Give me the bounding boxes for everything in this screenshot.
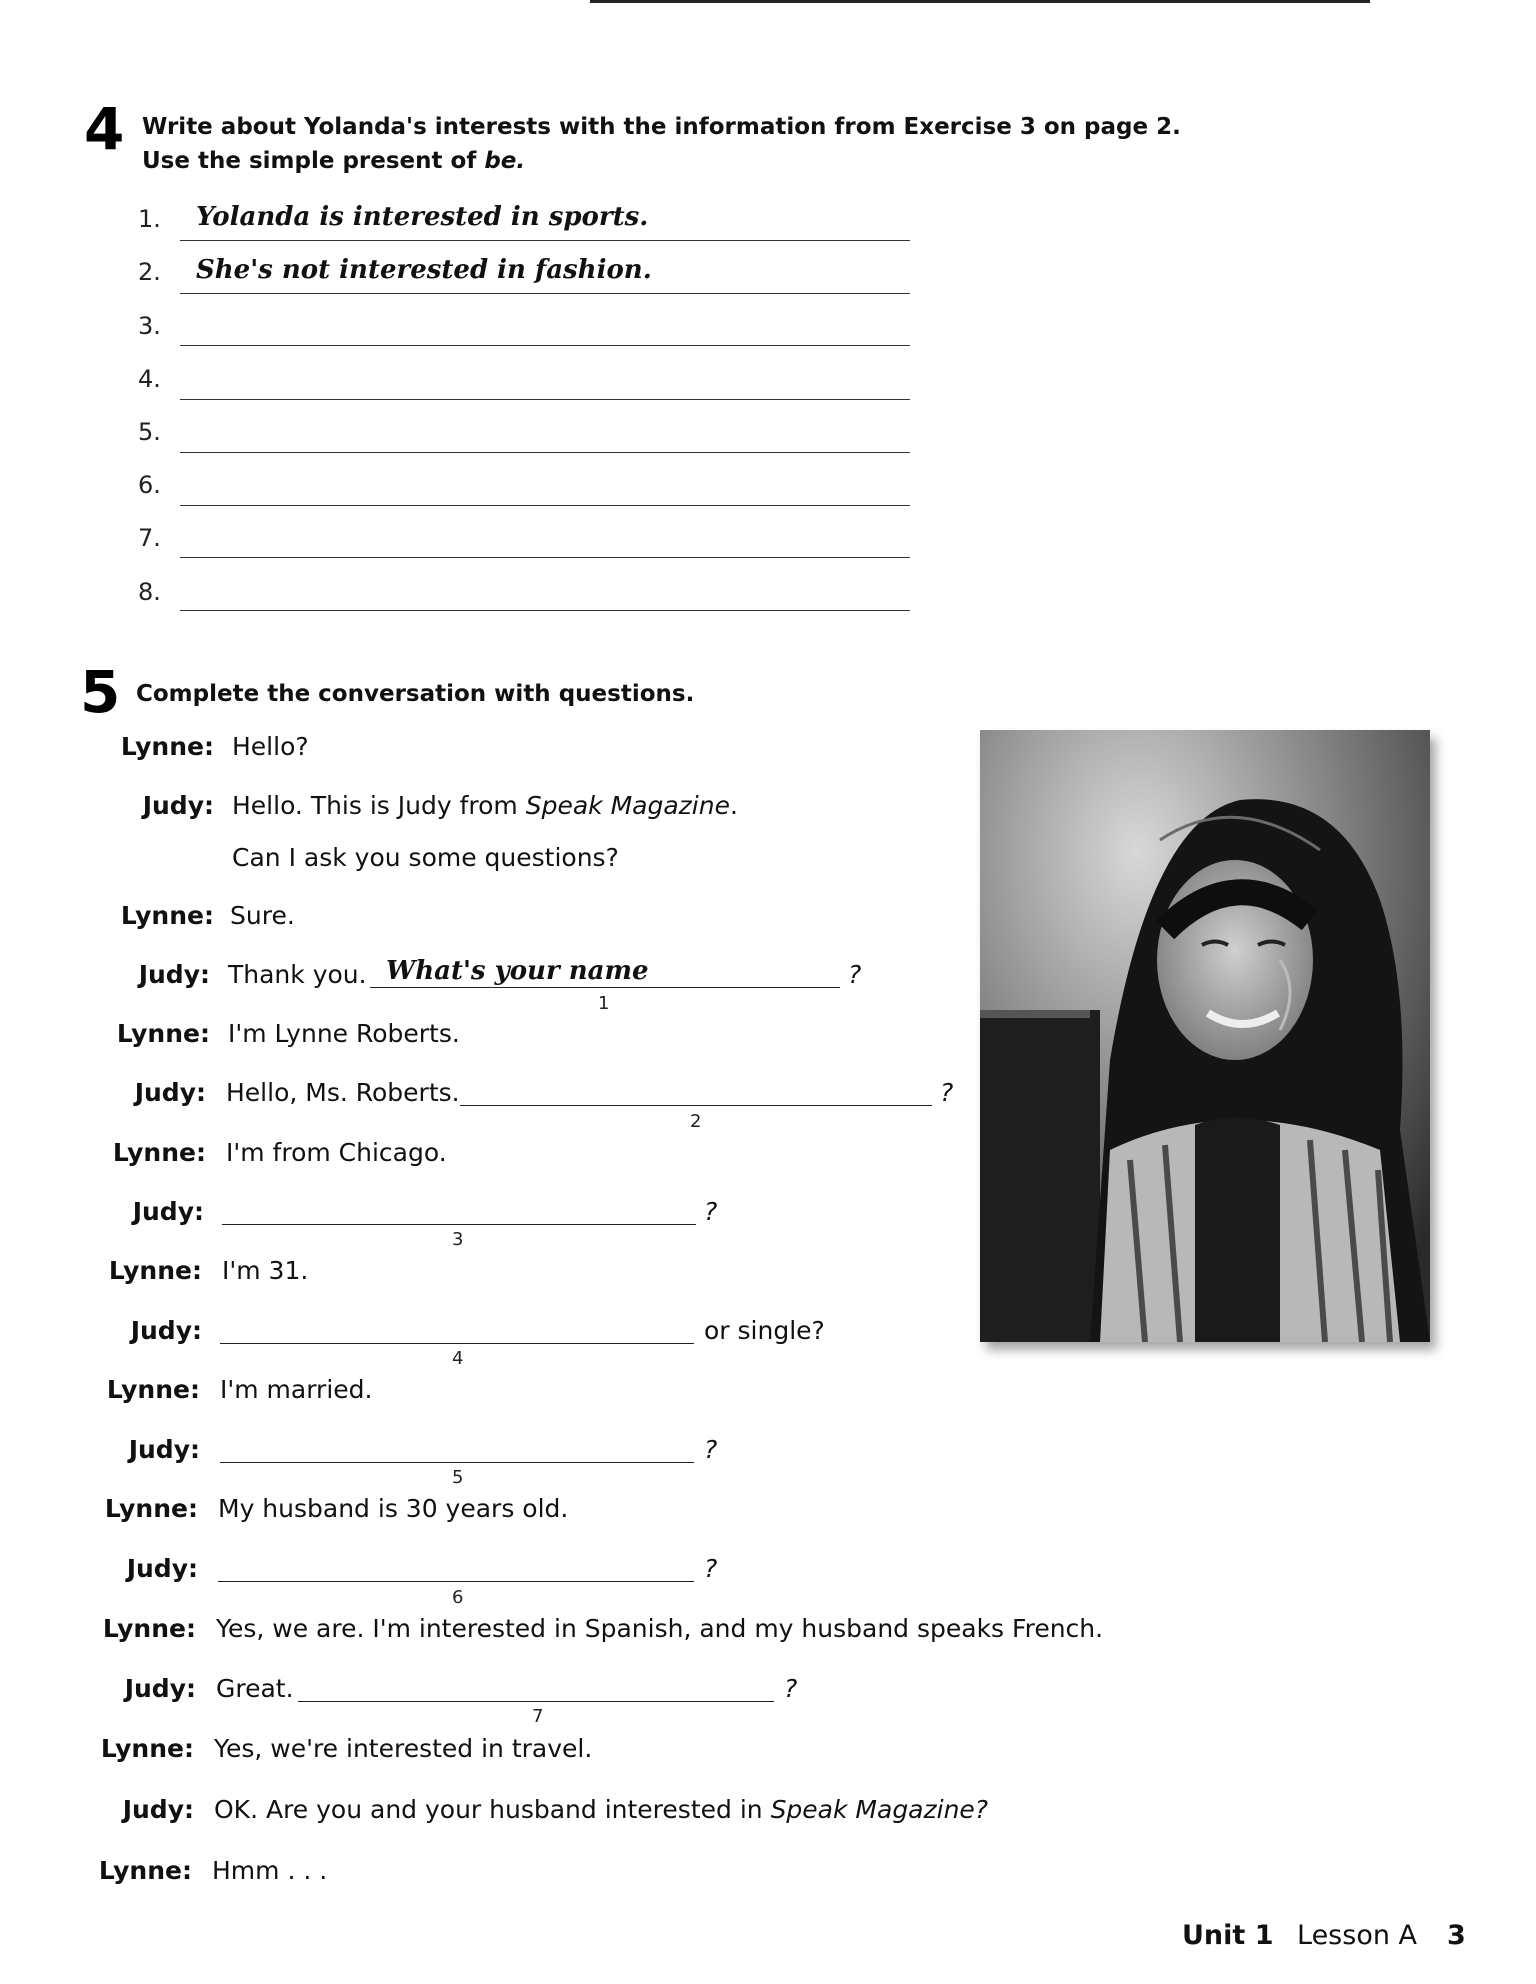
dialogue-text: I'm 31.: [222, 1256, 309, 1285]
dialogue-text: Yes, we are. I'm interested in Spanish, and my husband speaks French.: [216, 1614, 1104, 1643]
dialogue-text: I'm Lynne Roberts.: [228, 1019, 460, 1048]
dialogue-text: Hello. This is Judy from Speak Magazine.: [232, 791, 738, 820]
item-number: 6.: [138, 471, 161, 499]
blank-number: 1: [598, 993, 610, 1014]
item-number: 7.: [138, 524, 161, 552]
item-number: 4.: [138, 365, 161, 393]
speaker-label: Judy:: [128, 1435, 200, 1464]
item-number: 2.: [138, 258, 161, 286]
speaker-label: Judy:: [134, 1078, 206, 1107]
exercise-4-instruction-line1: Write about Yolanda's interests with the information from Exercise 3 on page 2.: [142, 114, 1181, 140]
blank-number: 5: [452, 1467, 464, 1488]
answer-line[interactable]: [180, 293, 910, 294]
or-single-text: or single?: [704, 1316, 825, 1345]
answer-blank[interactable]: [220, 1462, 694, 1463]
item-number: 3.: [138, 312, 161, 340]
dialogue-text: Sure.: [230, 901, 295, 930]
speaker-label: Lynne:: [98, 1856, 192, 1885]
speaker-label: Judy:: [126, 1554, 198, 1583]
answer-text: Yolanda is interested in sports.: [196, 202, 649, 232]
dialogue-text: I'm from Chicago.: [226, 1138, 447, 1167]
speaker-label: Judy:: [132, 1197, 204, 1226]
answer-text: What's your name: [386, 956, 649, 986]
answer-line[interactable]: [180, 557, 910, 558]
speaker-label: Lynne:: [100, 1734, 194, 1763]
footer-unit: Unit 1: [1182, 1920, 1274, 1951]
answer-blank[interactable]: [220, 1343, 694, 1344]
speaker-label: Lynne:: [120, 901, 214, 930]
dialogue-text: OK. Are you and your husband interested in Speak Magazine?: [214, 1795, 989, 1824]
exercise-4-number: 4: [84, 95, 125, 163]
question-mark: ?: [704, 1435, 718, 1464]
speaker-label: Judy:: [138, 960, 210, 989]
footer-page-number: 3: [1447, 1920, 1466, 1951]
blank-number: 3: [452, 1229, 464, 1250]
dialogue-text: Hmm . . .: [212, 1856, 328, 1885]
answer-blank[interactable]: [298, 1701, 774, 1702]
exercise-5-number: 5: [80, 658, 121, 726]
dialogue-text-continued: Can I ask you some questions?: [232, 843, 619, 872]
blank-number: 2: [690, 1111, 702, 1132]
photo-woman-with-headset: [980, 730, 1430, 1342]
question-mark: ?: [704, 1197, 718, 1226]
answer-blank[interactable]: [460, 1105, 932, 1106]
question-mark: ?: [704, 1554, 718, 1583]
blank-number: 7: [532, 1706, 544, 1727]
speaker-label: Judy:: [122, 1795, 194, 1824]
exercise-4-instruction-line2: Use the simple present of be.: [142, 148, 526, 174]
answer-blank[interactable]: [370, 987, 840, 988]
dialogue-text: Hello?: [232, 732, 309, 761]
answer-line[interactable]: [180, 610, 910, 611]
blank-number: 4: [452, 1348, 464, 1369]
item-number: 8.: [138, 578, 161, 606]
answer-line[interactable]: [180, 399, 910, 400]
answer-text: She's not interested in fashion.: [196, 255, 652, 285]
exercise-5-instruction: Complete the conversation with questions.: [136, 681, 695, 707]
dialogue-text: I'm married.: [220, 1375, 373, 1404]
dialogue-text: Thank you.: [228, 960, 367, 989]
dialogue-text: My husband is 30 years old.: [218, 1494, 569, 1523]
speaker-label: Lynne:: [104, 1494, 198, 1523]
answer-line[interactable]: [180, 505, 910, 506]
speaker-label: Lynne:: [102, 1614, 196, 1643]
answer-line[interactable]: [180, 452, 910, 453]
speaker-label: Lynne:: [106, 1375, 200, 1404]
speaker-label: Judy:: [130, 1316, 202, 1345]
blank-number: 6: [452, 1587, 464, 1608]
item-number: 5.: [138, 418, 161, 446]
dialogue-text: Great.: [216, 1674, 294, 1703]
speaker-label: Judy:: [124, 1674, 196, 1703]
item-number: 1.: [138, 205, 161, 233]
question-mark: ?: [784, 1674, 798, 1703]
speaker-label: Judy:: [142, 791, 214, 820]
speaker-label: Lynne:: [112, 1138, 206, 1167]
speaker-label: Lynne:: [120, 732, 214, 761]
answer-line[interactable]: [180, 240, 910, 241]
dialogue-text: Hello, Ms. Roberts.: [226, 1078, 460, 1107]
question-mark: ?: [848, 960, 862, 989]
dialogue-text: Yes, we're interested in travel.: [214, 1734, 593, 1763]
answer-blank[interactable]: [222, 1224, 696, 1225]
question-mark: ?: [940, 1078, 954, 1107]
speaker-label: Lynne:: [108, 1256, 202, 1285]
speaker-label: Lynne:: [116, 1019, 210, 1048]
answer-blank[interactable]: [218, 1581, 694, 1582]
answer-line[interactable]: [180, 345, 910, 346]
footer-lesson: Lesson A: [1297, 1920, 1417, 1951]
top-rule: [590, 0, 1370, 3]
